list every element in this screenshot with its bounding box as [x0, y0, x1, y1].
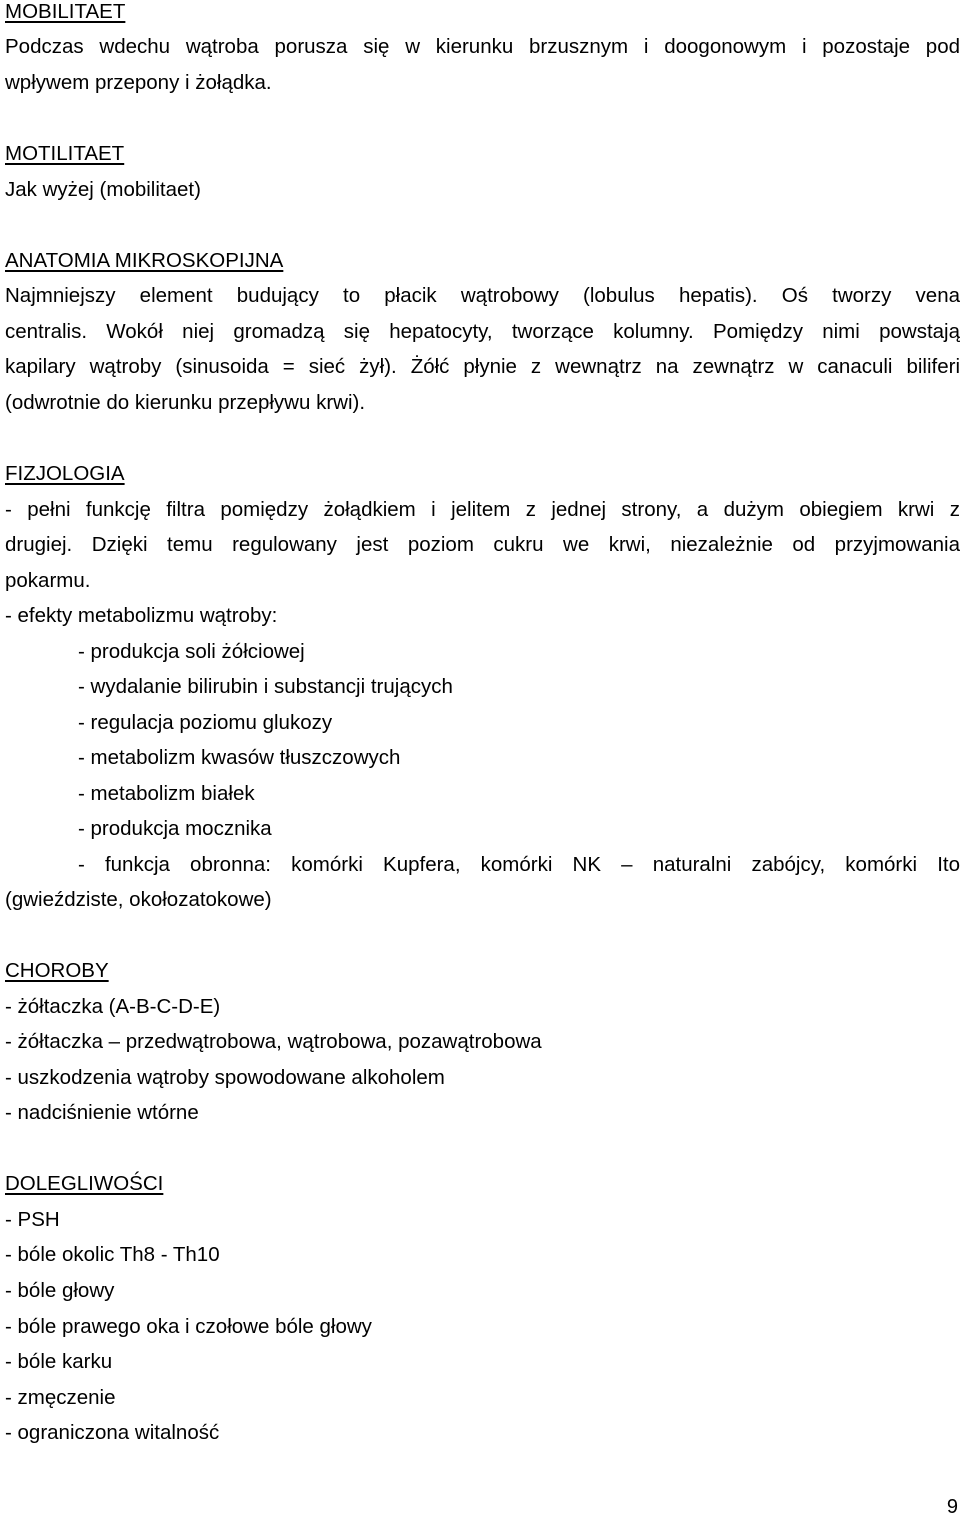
list-item: - bóle karku	[5, 1350, 113, 1373]
section-heading-anatomia: ANATOMIA MIKROSKOPIJNA	[5, 249, 284, 272]
list-item: - ograniczona witalność	[5, 1421, 220, 1444]
paragraph-line: kapilary wątroby (sinusoida = sieć żył). Żółć płynie z wewnątrz na zewnątrz w canaculi biliferi	[5, 355, 960, 378]
list-item: - bóle głowy	[5, 1279, 115, 1302]
paragraph-line: pokarmu.	[5, 569, 91, 592]
paragraph-line: wpływem przepony i żołądka.	[5, 71, 272, 94]
paragraph-line: Podczas wdechu wątroba porusza się w kierunku brzusznym i doogonowym i pozostaje pod	[5, 35, 960, 58]
paragraph-line: - efekty metabolizmu wątroby:	[5, 604, 278, 627]
list-item: - metabolizm kwasów tłuszczowych	[78, 746, 401, 769]
list-item: - PSH	[5, 1208, 60, 1231]
list-item: - nadciśnienie wtórne	[5, 1101, 199, 1124]
list-item: - uszkodzenia wątroby spowodowane alkoholem	[5, 1066, 445, 1089]
paragraph-line: drugiej. Dzięki temu regulowany jest poziom cukru we krwi, niezależnie od przyjmowania	[5, 533, 960, 556]
list-item: - funkcja obronna: komórki Kupfera, komórki NK – naturalni zabójcy, komórki Ito	[78, 853, 960, 876]
section-heading-fizjologia: FIZJOLOGIA	[5, 462, 125, 485]
paragraph-line: - pełni funkcję filtra pomiędzy żołądkiem i jelitem z jednej strony, a dużym obiegiem krwi z	[5, 498, 960, 521]
list-item: - bóle okolic Th8 - Th10	[5, 1243, 220, 1266]
paragraph-line: (gwieździste, okołozatokowe)	[5, 888, 272, 911]
list-item: - regulacja poziomu glukozy	[78, 711, 333, 734]
list-item: - produkcja soli żółciowej	[78, 640, 305, 663]
section-heading-motilitaet: MOTILITAET	[5, 142, 125, 165]
page-number: 9	[946, 1496, 958, 1518]
list-item: - metabolizm białek	[78, 782, 255, 805]
section-heading-dolegliwosci: DOLEGLIWOŚCI	[5, 1172, 164, 1195]
section-heading-choroby: CHOROBY	[5, 959, 109, 982]
paragraph-line: Jak wyżej (mobilitaet)	[5, 178, 201, 201]
list-item: - zmęczenie	[5, 1386, 116, 1409]
list-item: - wydalanie bilirubin i substancji trujących	[78, 675, 453, 698]
list-item: - bóle prawego oka i czołowe bóle głowy	[5, 1315, 372, 1338]
list-item: - produkcja mocznika	[78, 817, 272, 840]
section-heading-mobilitaet: MOBILITAET	[5, 0, 126, 23]
list-item: - żółtaczka (A-B-C-D-E)	[5, 995, 221, 1018]
paragraph-line: centralis. Wokół niej gromadzą się hepatocyty, tworzące kolumny. Pomiędzy nimi powstają	[5, 320, 960, 343]
paragraph-line: (odwrotnie do kierunku przepływu krwi).	[5, 391, 366, 414]
paragraph-line: Najmniejszy element budujący to płacik wątrobowy (lobulus hepatis). Oś tworzy vena	[5, 284, 960, 307]
list-item: - żółtaczka – przedwątrobowa, wątrobowa, pozawątrobowa	[5, 1030, 542, 1053]
